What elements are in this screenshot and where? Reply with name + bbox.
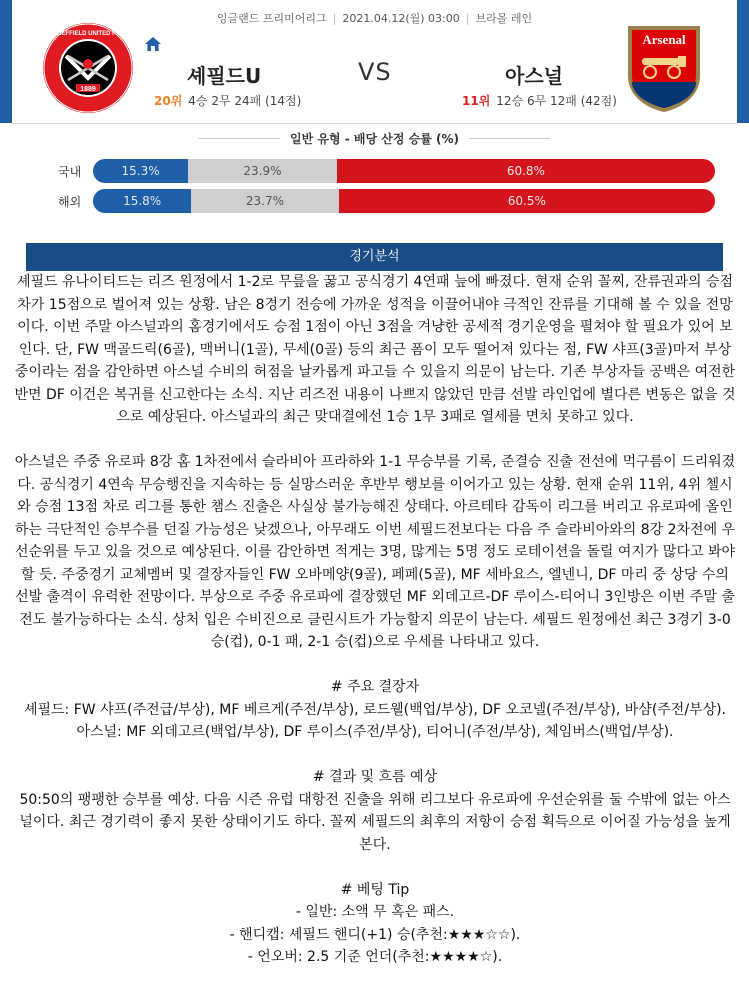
- prediction-title: # 결과 및 흐름 예상: [312, 769, 438, 785]
- away-record-text: 12승 6무 12패 (42점): [496, 94, 617, 108]
- sheffield-united-crest: [42, 22, 134, 114]
- home-record-text: 4승 2무 24패 (14점): [188, 94, 302, 108]
- away-team-analysis: 아스널은 주중 유로파 8강 홈 1차전에서 슬라비아 프라하와 1-1 무승부를 기록, 준결승 진출 전선에 먹구름이 드리워졌다. 공식경기 4연속 무승행진을 지속하는 등 실망스러운 후반부 행보를 이어가고 있는 상황. 현재 순위 11위, 4위 첼시와 승점 13점 차로 리그를 통한 챔스 진출은 사실상 불가능해진 상태다. 아르테타 감독이 리그를 버리고 유로파에 올인하는 극단적인 승부수를 던질 가능성은 낮겠으나, 아무래도 이번 셰필드전보다는 다음 주 슬라비아와의 8강 2차전에 우선순위를 두고 있을 것으로 예상된다. 이를 감안하면 적게는 3명, 많게는 5명 정도 로테이션을 돌릴 여지가 많다고 봐야 할 듯. 주중경기 교체멤버 및 결장자들인 FW 오바메양(9골), 페페(5골), MF 세바요스, 엘넨니, DF 마리 중 상당 수의 선발 출격이 유력한 전망이다. 부상으로 주중 유로파에 결장했던 MF 외데고르-DF 루이스-티어니 3인방은 이번 주말 출전도 불가능하다는 소식. 상처 입은 수비진으로 클린시트가 가능할지 의문이 남는다. 셰필드 원정에선 최근 3경기 3-0 승(컵), 0-1 패, 2-1 승(컵)으로 우세를 나타내고 있다.: [14, 454, 736, 650]
- venue: 브라몰 레인: [475, 12, 533, 25]
- betting-tip-title: # 베팅 Tip: [340, 881, 410, 898]
- svg-text:Arsenal: Arsenal: [642, 32, 686, 47]
- away-win-segment: 60.5%: [339, 189, 715, 213]
- odds-row-label: 해외: [58, 195, 82, 209]
- odds-row-domestic: [0, 159, 749, 183]
- prediction-text: 50:50의 팽팽한 승부를 예상. 다음 시즌 유럽 대항전 진출을 위해 리그보다 유로파에 우선순위를 둘 수밖에 없는 아스널이다. 최근 경기력이 좋지 못한 상태이기도 하다. 꼴찌 셰필드의 최후의 저항이 승점 획득으로 이어질 가능성을 높게 본다.: [19, 791, 731, 853]
- absent-players-title: # 주요 결장자: [330, 679, 420, 695]
- odds-row-label: 국내: [58, 165, 82, 179]
- odds-bar: [93, 159, 715, 183]
- draw-segment: 23.9%: [188, 159, 337, 183]
- odds-row-overseas: [0, 189, 749, 213]
- draw-segment: 23.7%: [191, 189, 338, 213]
- absent-players-home: 셰필드: FW 샤프(주전급/부상), MF 베르게(주전/부상), 로드웰(백업/부상), DF 오코넬(주전/부상), 바샴(주전/부상).: [23, 701, 727, 718]
- vs-label: VS: [358, 58, 392, 86]
- home-win-segment: 15.8%: [93, 189, 191, 213]
- absent-players-away: 아스널: MF 외데고르(백업/부상), DF 루이스(주전/부상), 티어니(주전/부상), 체임버스(백업/부상).: [76, 724, 674, 740]
- home-rank: 20위: [154, 94, 183, 108]
- league-name: 잉글랜드 프리미어리그: [216, 12, 327, 25]
- header-divider: [12, 123, 737, 124]
- analysis-header: 경기분석: [26, 243, 723, 271]
- away-team-record: [462, 92, 617, 109]
- betting-tip-general: - 일반: 소액 무 혹은 패스.: [295, 904, 455, 920]
- svg-text:SHEFFIELD UNITED F.C.: SHEFFIELD UNITED F.C.: [53, 31, 123, 37]
- match-datetime: 2021.04.12(월) 03:00: [342, 12, 460, 25]
- match-info: 잉글랜드 프리미어리그 | 2021.04.12(월) 03:00 | 브라몰 레인: [216, 12, 533, 25]
- betting-tip-handicap: - 핸디캡: 셰필드 핸디(+1) 승(추천:★★★☆☆).: [229, 926, 521, 943]
- home-win-segment: 15.3%: [93, 159, 188, 183]
- home-team-record: [154, 92, 301, 109]
- home-icon[interactable]: [144, 36, 162, 52]
- home-team-analysis: 셰필드 유나이티드는 리즈 원정에서 1-2로 무릎을 꿇고 공식경기 4연패 늪에 빠졌다. 현재 순위 꼴찌, 잔류권과의 승점 차가 15점으로 벌어져 있는 상황. 남은 8경기 전승에 가까운 성적을 이끌어내야 극적인 잔류를 기대해 볼 수 있을 전망이다. 이번 주말 아스널과의 홈경기에서도 승점 1점이 아닌 3점을 겨냥한 공세적 경기운영을 펼쳐야 할 필요가 있어 보인다. 단, FW 맥골드릭(6골), 맥버니(1골), 무세(0골) 등의 최근 폼이 모두 떨어져 있다는 점, FW 샤프(3골)마저 부상 중이라는 점을 감안하면 아스널 수비의 허점을 날카롭게 파고들 수 있을지 의문이 남는다. 기존 부상자들 공백은 여전한 반면 DF 이건은 복귀를 신고한다는 소식. 지난 리즈전 내용이 나쁘지 않았던 만큼 선발 라인업에 별다른 변동은 없을 것으로 예상된다. 아스널과의 최근 맞대결에선 1승 1무 3패로 열세를 면치 못하고 있다.: [14, 274, 736, 425]
- odds-bar: [93, 189, 715, 213]
- analysis-body: [14, 271, 736, 969]
- svg-text:1889: 1889: [80, 86, 96, 93]
- away-rank: 11위: [462, 94, 491, 108]
- away-team-name: 아스널: [505, 64, 563, 88]
- away-win-segment: 60.8%: [337, 159, 715, 183]
- odds-title: 일반 유형 - 배당 산정 승률 (%): [0, 130, 749, 147]
- betting-tip-overunder: - 언오버: 2.5 기준 언더(추천:★★★★☆).: [247, 949, 503, 965]
- home-team-name: 셰필드U: [187, 64, 262, 88]
- arsenal-crest: [618, 22, 710, 114]
